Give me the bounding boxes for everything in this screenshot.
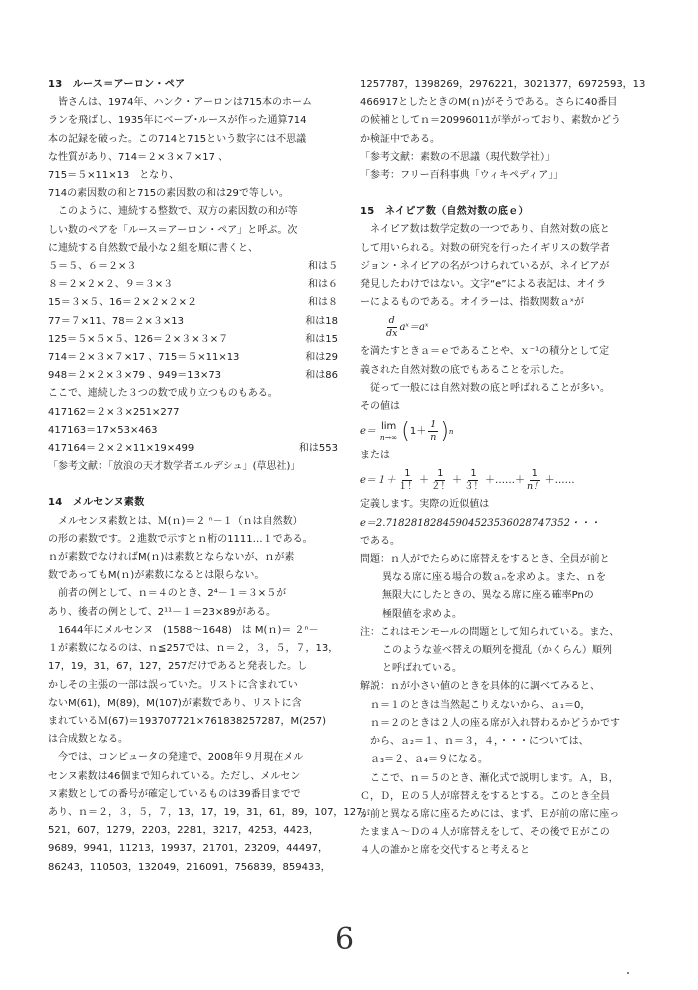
pair-sum: 和は５ bbox=[308, 261, 338, 273]
s14-line: センヌ素数は46個まで知られている。ただし、メルセン bbox=[48, 770, 301, 782]
solution-line: 解説：ｎが小さい値のときを具体的に調べてみると、 bbox=[360, 681, 600, 693]
pair-factorization: 125＝５×５×５、126＝２×３×３×７ bbox=[48, 333, 229, 345]
s14-line: あり、後者の例として、2¹¹－１＝23×89がある。 bbox=[48, 606, 277, 618]
series-term bbox=[431, 468, 450, 493]
s14-line: 9689，9941，11213，19937，21701，23209，44497， bbox=[48, 843, 328, 855]
pair-factorization: ８＝２×２×２、９＝３×３ bbox=[48, 279, 174, 291]
s14-line: 86243，110503，132049，216091，756839，859433， bbox=[48, 861, 331, 873]
scan-speck bbox=[627, 972, 629, 974]
series-lead: e＝１＋ bbox=[360, 474, 396, 486]
pair-row bbox=[48, 331, 340, 349]
limit-one: 1＋ bbox=[409, 425, 427, 437]
pair-sum: 和は18 bbox=[305, 315, 338, 327]
s15-line: である。 bbox=[360, 535, 400, 547]
s15-intro-line: 発見したわけではない。文字“e”による表記は、オイラ bbox=[360, 279, 607, 291]
closing-line: が前と異なる席に座るためには、まず、Ｅが前の席に座っ bbox=[360, 808, 620, 820]
s15-line: 定義します。実際の近似値は bbox=[360, 499, 490, 511]
derivative-body: aˣ＝aˣ bbox=[399, 321, 429, 333]
series-denominator: n！ bbox=[526, 481, 543, 493]
s14-reference: 「参考：フリー百科事典「ウィキペディア」」 bbox=[360, 170, 564, 182]
problem-line: 無限大にしたときの、異なる席に座る確率Pnの bbox=[382, 590, 594, 602]
s13-intro-line: このように、連続する整数で、双方の素因数の和が等 bbox=[48, 206, 298, 218]
note-line: このような並べ替えの順列を撹乱（かくらん）順列 bbox=[382, 645, 612, 657]
series-numerator: 1 bbox=[531, 468, 538, 480]
s13-intro-line: ランを飛ばし、1935年にベーブ･ルースが作った通算714 bbox=[48, 115, 307, 127]
s14-line: まれているＭ(67)＝193707721×761838257287，M(257) bbox=[48, 715, 327, 727]
s13-intro-line: な性質があり、714＝２×３×７×17 、 bbox=[48, 151, 229, 163]
solution-line: ｎ＝１のときは当然起こりえないから、ａ₁＝0， bbox=[370, 699, 591, 711]
s14-line: かしその主張の一部は誤っていた。リストに含まれてい bbox=[48, 679, 298, 691]
closing-line: ４人の誰かと席を交代すると考えると bbox=[360, 845, 530, 857]
left-paren: ( bbox=[401, 418, 410, 444]
problem-line: 異なる席に座る場合の数ａₙを求めよ。また、ｎを bbox=[382, 572, 606, 584]
s14-line: 1644年にメルセンヌ (1588～1648) は M(ｎ)＝ ２ⁿ－ bbox=[48, 624, 319, 636]
closing-line: ここで、ｎ＝５のとき、漸化式で説明します。Ａ，Ｂ， bbox=[360, 772, 619, 784]
triple-sum: 和は553 bbox=[298, 443, 338, 455]
s14-line: メルセンヌ素数とは、Ｍ(ｎ)＝２ ⁿ－１（ｎは自然数） bbox=[48, 515, 303, 527]
pair-factorization: 714＝２×３×７×17 、715＝５×11×13 bbox=[48, 352, 240, 364]
closing-line: Ｃ，Ｄ，Ｅの５人が席替えをするとする。このとき全員 bbox=[360, 790, 610, 802]
s14-line: ヌ素数としての番号が確定しているものは39番目までで bbox=[48, 788, 301, 800]
pair-sum: 和は29 bbox=[305, 352, 338, 364]
s14-continued-line: の候補としてｎ＝20996011が挙がっており、素数かどう bbox=[360, 115, 621, 127]
pair-factorization: 77＝７×11、78＝２×３×13 bbox=[48, 315, 185, 327]
series-ellipsis: ＋……＋ bbox=[484, 474, 525, 486]
s13-intro-line: 714の素因数の和と715の素因数の和は29で等しい。 bbox=[48, 188, 289, 200]
triple-line: 417162＝２×３×251×277 bbox=[48, 406, 180, 418]
triple-intro: ここで、連続した３つの数で成り立つものもある。 bbox=[48, 388, 278, 400]
limit-exponent: n bbox=[448, 427, 454, 436]
note-line: 注：これはモンモールの問題として知られている。また、 bbox=[360, 626, 620, 638]
limit-lim: lim bbox=[380, 420, 397, 432]
limit-numerator: 1 bbox=[430, 419, 437, 431]
series-term bbox=[464, 468, 483, 493]
series-term bbox=[527, 468, 543, 493]
s14-line: ｎが素数でなければM(ｎ)は素数とならないが、ｎが素 bbox=[48, 552, 295, 564]
series-denominator: ３！ bbox=[463, 481, 483, 493]
limit-e: e＝ bbox=[360, 425, 376, 437]
pair-row bbox=[48, 258, 340, 276]
s15-line: 従って一般には自然対数の底と呼ばれることが多い。 bbox=[360, 382, 610, 394]
series-tail: ＋…… bbox=[544, 474, 575, 486]
pair-factorization: ５＝５、６＝２×３ bbox=[48, 261, 137, 273]
triple-row bbox=[48, 440, 340, 458]
s14-line: 今では、コンピュータの発達で、2008年９月現在メル bbox=[48, 752, 304, 764]
s13-intro-line: しい数のペアを「ルース＝アーロン・ペア」と呼ぶ。次 bbox=[48, 224, 298, 236]
solution-line: ｎ＝２のときは２人の座る席が入れ替わるかどうかです bbox=[370, 717, 620, 729]
section-15-heading: 15 ネイピア数（自然対数の底ｅ） bbox=[360, 206, 529, 218]
s13-intro-line: 715＝５×11×13 となり、 bbox=[48, 170, 180, 182]
derivative-fraction bbox=[386, 315, 397, 340]
series-term bbox=[398, 468, 417, 493]
problem-line: 極限値を求めよ。 bbox=[382, 608, 462, 620]
s14-line: 521，607，1279，2203，2281，3217，4253，4423， bbox=[48, 825, 319, 837]
s15-line: を満たすときａ＝ｅであることや、ｘ⁻¹の積分として定 bbox=[360, 346, 610, 358]
solution-line: ａ₃＝２、ａ₄＝９になる。 bbox=[370, 754, 489, 766]
closing-line: たままＡ～Ｄの４人が席替えをして、その後でＥがこの bbox=[360, 827, 610, 839]
page-number: 6 bbox=[335, 922, 355, 957]
series-plus: ＋ bbox=[451, 474, 462, 486]
s14-continued-line: か検証中である。 bbox=[360, 133, 440, 145]
series-numerator: 1 bbox=[470, 468, 477, 480]
right-paren: ) bbox=[440, 418, 449, 444]
e-approximation: e＝2.71828182845904523536028747352・・・ bbox=[360, 517, 600, 529]
limit-formula bbox=[360, 419, 656, 444]
pair-sum: 和は６ bbox=[308, 279, 338, 291]
s15-line: 義された自然対数の底でもあることを示した。 bbox=[360, 364, 570, 376]
or-text: または bbox=[360, 450, 390, 462]
limit-fraction bbox=[428, 419, 438, 444]
pair-factorization: 948＝２×２×３×79 、949＝13×73 bbox=[48, 370, 222, 382]
s15-intro-line: して用いられる。対数の研究を行ったイギリスの数学者 bbox=[360, 242, 610, 254]
derivative-numerator: d bbox=[388, 315, 395, 327]
s15-line: その値は bbox=[360, 401, 400, 413]
series-formula bbox=[360, 468, 656, 493]
s13-intro-line: に連続する自然数で最小な２組を順に書くと、 bbox=[48, 242, 258, 254]
problem-line: 問題：ｎ人がでたらめに席替えをするとき、全員が前と bbox=[360, 554, 610, 566]
section-13-heading: 13 ルース＝アーロン・ペア bbox=[48, 79, 186, 90]
pair-sum: 和は15 bbox=[305, 333, 338, 345]
pair-row bbox=[48, 367, 340, 385]
derivative-denominator: dx bbox=[386, 328, 398, 340]
solution-line: から、ａ₂＝１、ｎ＝３，４，・・・については、 bbox=[370, 736, 589, 748]
s14-line: 前者の例として、ｎ＝４のとき、2⁴－１＝３×５が bbox=[48, 588, 287, 600]
s13-intro-line: 皆さんは、1974年、ハンク・アーロンは715本のホーム bbox=[48, 97, 313, 109]
s14-line: 数であってもM(ｎ)が素数になるとは限らない。 bbox=[48, 570, 265, 582]
limit-denominator: n bbox=[430, 432, 437, 444]
section-14-heading: 14 メルセンヌ素数 bbox=[48, 497, 145, 509]
pair-row bbox=[48, 313, 340, 331]
triple-line: 417163＝17×53×463 bbox=[48, 424, 158, 436]
limit-subscript: n→∞ bbox=[379, 432, 398, 442]
s15-intro-line: ーによるものである。オイラーは、指数関数ａˣが bbox=[360, 297, 584, 309]
s13-intro-line: 本の記録を破った。この714と715という数字には不思議 bbox=[48, 133, 307, 145]
s14-continued-line: 466917としたときのM(ｎ)がそうである。さらに40番目 bbox=[360, 97, 618, 109]
pair-row bbox=[48, 276, 340, 294]
derivative-formula bbox=[360, 315, 656, 340]
s15-intro-line: ジョン・ネイピアの名がつけられているが、ネイピアが bbox=[360, 260, 610, 272]
s14-continued-line: 1257787，1398269，2976221，3021377，6972593，13 bbox=[360, 79, 646, 90]
right-column bbox=[360, 76, 656, 861]
pair-row bbox=[48, 294, 340, 312]
s14-line: １が素数になるのは、ｎ≦257では、ｎ＝２，３，５，７，13， bbox=[48, 643, 339, 655]
note-line: と呼ばれている。 bbox=[382, 663, 462, 675]
s14-line: ないM(61)，M(89)，M(107)が素数であり、リストに含 bbox=[48, 697, 302, 709]
s14-line: 17，19，31，67，127，257だけであると発表した。し bbox=[48, 661, 308, 673]
pair-factorization: 15＝３×５、16＝２×２×２×２ bbox=[48, 297, 197, 309]
s14-reference: 「参考文献：素数の不思議（現代数学社）」 bbox=[360, 151, 555, 163]
pair-sum: 和は８ bbox=[308, 297, 338, 309]
left-column bbox=[48, 76, 373, 877]
series-denominator: １！ bbox=[397, 481, 417, 493]
series-numerator: 1 bbox=[437, 468, 444, 480]
series-denominator: ２！ bbox=[430, 481, 450, 493]
pair-row bbox=[48, 349, 340, 367]
s14-line: あり、ｎ＝２，３，５，７，13，17，19，31，61，89，107，127， bbox=[48, 806, 373, 818]
s14-line: は合成数となる。 bbox=[48, 734, 128, 746]
pair-sum: 和は86 bbox=[305, 370, 338, 382]
limit-operator bbox=[380, 421, 397, 443]
s14-line: の形の素数です。２進数で示すとｎ桁の1111…１である。 bbox=[48, 533, 313, 545]
series-numerator: 1 bbox=[404, 468, 411, 480]
s15-intro-line: ネイピア数は数学定数の一つであり、自然対数の底と bbox=[360, 224, 610, 236]
s13-reference: 「参考文献：「放浪の天才数学者エルデシュ」(草思社)」 bbox=[48, 461, 301, 473]
triple-factorization: 417164＝２×２×11×19×499 bbox=[48, 443, 195, 455]
series-plus: ＋ bbox=[418, 474, 429, 486]
